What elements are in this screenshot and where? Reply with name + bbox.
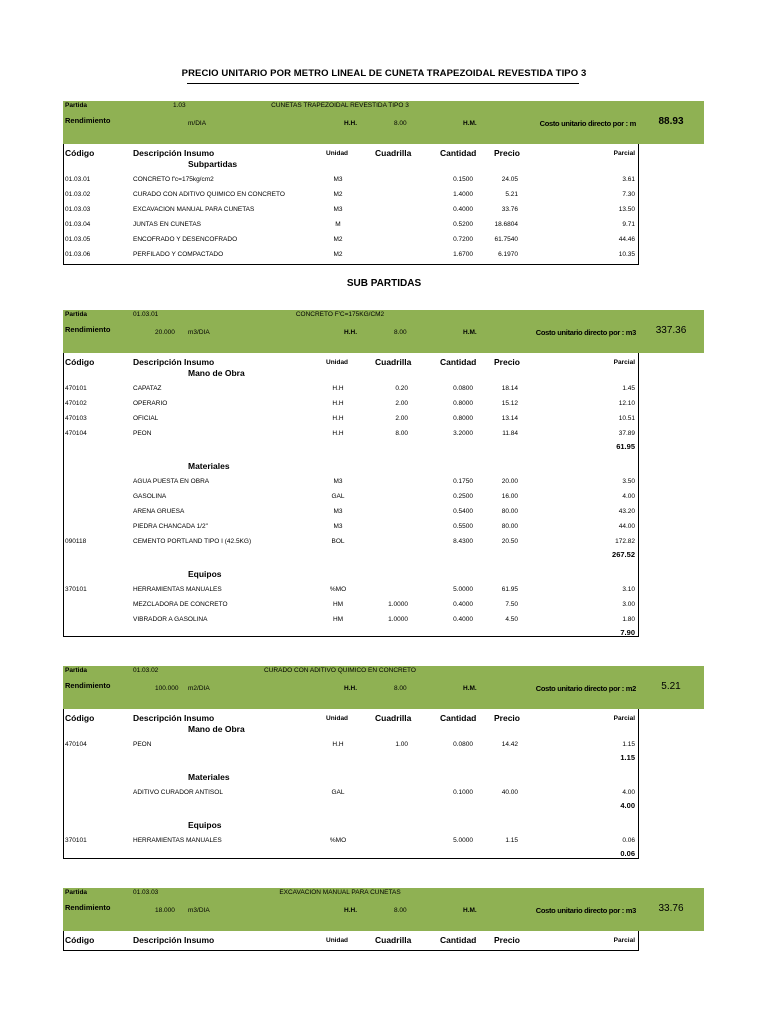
col-descripcion: Descripción Insumo	[133, 357, 215, 367]
row-description: CEMENTO PORTLAND TIPO I (42.5KG)	[133, 538, 252, 545]
row-description: OFICIAL	[133, 415, 159, 422]
row-code: 470101	[65, 385, 87, 392]
row-parcial: 37.89	[618, 430, 635, 437]
section-heading: Equipos	[188, 569, 222, 579]
col-parcial: Parcial	[613, 150, 635, 157]
col-codigo: Código	[65, 935, 95, 945]
row-parcial: 4.00	[622, 789, 635, 796]
row-parcial: 9.71	[622, 221, 635, 228]
row-cantidad: 1.4000	[453, 191, 473, 198]
row-unit: H.H	[332, 741, 344, 748]
col-cantidad: Cantidad	[440, 935, 477, 945]
row-unit: M3	[333, 523, 343, 530]
partida-code: 1.03	[173, 102, 186, 109]
block-frame	[63, 144, 639, 265]
row-cuadrilla: 8.00	[395, 430, 408, 437]
cost-label: Costo unitario directo por : m2	[535, 684, 636, 693]
col-codigo: Código	[65, 148, 95, 158]
col-cuadrilla: Cuadrilla	[375, 148, 412, 158]
row-description: GASOLINA	[133, 493, 167, 500]
col-unidad: Unidad	[326, 359, 349, 366]
hh-value: 8.00	[394, 120, 407, 127]
subtotal: 4.00	[620, 801, 635, 810]
row-cantidad: 0.5400	[453, 508, 473, 515]
row-description: ADITIVO CURADOR ANTISOL	[133, 789, 223, 796]
rendimiento-unit: m/DIA	[188, 120, 207, 127]
page-title: PRECIO UNITARIO POR METRO LINEAL DE CUNETA TRAPEZOIDAL REVESTIDA TIPO 3	[181, 68, 587, 79]
row-precio: 18.14	[501, 385, 518, 392]
hh-label: H.H.	[344, 329, 357, 336]
hh-label: H.H.	[344, 907, 357, 914]
partida-name: CUNETAS TRAPEZOIDAL REVESTIDA TIPO 3	[271, 102, 409, 109]
row-code: 470102	[65, 400, 87, 407]
row-unit: M3	[333, 508, 343, 515]
row-parcial: 12.10	[618, 400, 635, 407]
row-parcial: 10.51	[618, 415, 635, 422]
section-heading: Subpartidas	[188, 159, 238, 169]
row-precio: 14.42	[501, 741, 518, 748]
col-unidad: Unidad	[326, 150, 349, 157]
row-precio: 15.12	[501, 400, 518, 407]
row-code: 090118	[65, 538, 87, 545]
rendimiento-unit: m3/DIA	[188, 329, 210, 336]
row-parcial: 172.82	[615, 538, 635, 545]
row-description: HERRAMIENTAS MANUALES	[133, 837, 222, 844]
row-parcial: 3.10	[622, 586, 635, 593]
row-cantidad: 0.2500	[453, 493, 473, 500]
row-cuadrilla: 1.0000	[388, 601, 408, 608]
partida-name: CONCRETO F'C=175KG/CM2	[295, 311, 385, 318]
block-frame	[63, 931, 639, 951]
row-precio: 5.21	[505, 191, 518, 198]
row-cantidad: 3.2000	[453, 430, 473, 437]
hm-label: H.M.	[463, 329, 477, 336]
cost-label: Costo unitario directo por : m3	[535, 906, 636, 915]
row-cantidad: 0.4000	[453, 601, 473, 608]
hm-label: H.M.	[463, 907, 477, 914]
row-cantidad: 0.1750	[453, 478, 473, 485]
row-parcial: 43.20	[618, 508, 635, 515]
row-code: 01.03.06	[65, 251, 91, 258]
rendimiento-unit: m3/DIA	[188, 907, 210, 914]
row-precio: 33.76	[501, 206, 518, 213]
row-code: 01.03.02	[65, 191, 91, 198]
col-precio: Precio	[494, 935, 520, 945]
row-description: PEON	[133, 430, 152, 437]
row-description: CAPATAZ	[133, 385, 162, 392]
row-description: CONCRETO f'c=175kg/cm2	[133, 176, 214, 183]
row-unit: M3	[333, 206, 343, 213]
row-parcial: 13.50	[618, 206, 635, 213]
row-cantidad: 5.0000	[453, 837, 473, 844]
row-precio: 7.50	[505, 601, 518, 608]
section-heading: Materiales	[188, 772, 230, 782]
rendimiento-label: Rendimiento	[65, 681, 111, 690]
subtotal: 1.15	[620, 753, 635, 762]
row-code: 470104	[65, 430, 87, 437]
row-parcial: 3.00	[622, 601, 635, 608]
row-description: JUNTAS EN CUNETAS	[133, 221, 202, 228]
partida-name: CURADO CON ADITIVO QUIMICO EN CONCRETO	[264, 667, 416, 674]
rendimiento-unit: m2/DIA	[188, 685, 210, 692]
row-parcial: 10.35	[618, 251, 635, 258]
row-cantidad: 0.0800	[453, 385, 473, 392]
hh-value: 8.00	[394, 685, 407, 692]
col-codigo: Código	[65, 713, 95, 723]
rendimiento-label: Rendimiento	[65, 903, 111, 912]
row-description: PIEDRA CHANCADA 1/2"	[133, 523, 208, 530]
col-parcial: Parcial	[613, 937, 635, 944]
row-unit: M3	[333, 176, 343, 183]
row-precio: 80.00	[501, 523, 518, 530]
row-unit: M3	[333, 478, 343, 485]
row-parcial: 1.45	[622, 385, 635, 392]
row-description: ENCOFRADO Y DESENCOFRADO	[133, 236, 238, 243]
row-precio: 24.05	[501, 176, 518, 183]
row-cantidad: 0.8000	[453, 400, 473, 407]
row-description: MEZCLADORA DE CONCRETO	[133, 601, 228, 608]
row-code: 01.03.05	[65, 236, 91, 243]
rendimiento-value: 18.000	[155, 907, 175, 914]
row-precio: 20.00	[501, 478, 518, 485]
partida-name: EXCAVACION MANUAL PARA CUNETAS	[279, 889, 401, 896]
col-cuadrilla: Cuadrilla	[375, 357, 412, 367]
partida-label: Partida	[65, 667, 88, 674]
unit-cost: 88.93	[658, 116, 684, 127]
row-description: ARENA GRUESA	[133, 508, 185, 515]
row-cuadrilla: 1.0000	[388, 616, 408, 623]
row-unit: M2	[333, 251, 343, 258]
cost-label: Costo unitario directo por : m	[539, 119, 636, 128]
row-precio: 61.7540	[494, 236, 518, 243]
row-description: HERRAMIENTAS MANUALES	[133, 586, 222, 593]
col-cuadrilla: Cuadrilla	[375, 713, 412, 723]
col-unidad: Unidad	[326, 937, 349, 944]
col-cantidad: Cantidad	[440, 357, 477, 367]
row-code: 01.03.04	[65, 221, 91, 228]
col-cantidad: Cantidad	[440, 148, 477, 158]
row-cantidad: 0.4000	[453, 616, 473, 623]
hh-value: 8.00	[394, 329, 407, 336]
subtotal: 61.95	[616, 442, 635, 451]
unit-cost: 5.21	[661, 681, 681, 692]
row-description: EXCAVACION MANUAL PARA CUNETAS	[133, 206, 255, 213]
col-precio: Precio	[494, 357, 520, 367]
rendimiento-label: Rendimiento	[65, 116, 111, 125]
title-underline	[187, 83, 579, 84]
row-unit: HM	[332, 601, 344, 608]
unit-cost: 33.76	[658, 903, 684, 914]
row-code: 370101	[65, 837, 87, 844]
row-unit: M	[335, 221, 341, 228]
row-unit: M2	[333, 236, 343, 243]
row-parcial: 3.50	[622, 478, 635, 485]
section-heading: Materiales	[188, 461, 230, 471]
partida-code: 01.03.03	[133, 889, 159, 896]
row-unit: H.H	[332, 415, 344, 422]
row-unit: BOL	[331, 538, 345, 545]
row-parcial: 7.30	[622, 191, 635, 198]
hh-label: H.H.	[344, 120, 357, 127]
section-heading: Mano de Obra	[188, 724, 245, 734]
partida-code: 01.03.02	[133, 667, 159, 674]
col-unidad: Unidad	[326, 715, 349, 722]
row-cuadrilla: 1.00	[395, 741, 408, 748]
row-cantidad: 0.7200	[453, 236, 473, 243]
row-precio: 20.50	[501, 538, 518, 545]
subtotal: 7.90	[620, 628, 635, 637]
section-heading: Mano de Obra	[188, 368, 245, 378]
row-code: 01.03.01	[65, 176, 91, 183]
row-unit: %MO	[329, 586, 347, 593]
sub-partidas-title: SUB PARTIDAS	[346, 278, 422, 289]
hh-value: 8.00	[394, 907, 407, 914]
row-parcial: 1.15	[622, 741, 635, 748]
row-parcial: 4.00	[622, 493, 635, 500]
row-cantidad: 0.5200	[453, 221, 473, 228]
hm-label: H.M.	[463, 120, 477, 127]
row-cuadrilla: 0.20	[395, 385, 408, 392]
row-precio: 4.50	[505, 616, 518, 623]
subtotal: 0.06	[620, 849, 635, 858]
row-precio: 40.00	[501, 789, 518, 796]
row-cuadrilla: 2.00	[395, 400, 408, 407]
row-precio: 18.6804	[494, 221, 518, 228]
row-precio: 61.95	[501, 586, 518, 593]
row-cantidad: 0.1500	[453, 176, 473, 183]
unit-cost: 337.36	[655, 325, 687, 336]
partida-label: Partida	[65, 311, 88, 318]
row-precio: 6.1970	[498, 251, 518, 258]
row-code: 470104	[65, 741, 87, 748]
row-precio: 13.14	[501, 415, 518, 422]
row-unit: GAL	[331, 493, 345, 500]
row-parcial: 44.00	[618, 523, 635, 530]
rendimiento-value: 100.000	[155, 685, 179, 692]
partida-label: Partida	[65, 102, 88, 109]
section-heading: Equipos	[188, 820, 222, 830]
cost-label: Costo unitario directo por : m3	[535, 328, 636, 337]
row-description: OPERARIO	[133, 400, 168, 407]
col-precio: Precio	[494, 713, 520, 723]
subtotal: 267.52	[612, 550, 635, 559]
col-parcial: Parcial	[613, 715, 635, 722]
row-precio: 80.00	[501, 508, 518, 515]
row-unit: %MO	[329, 837, 347, 844]
col-descripcion: Descripción Insumo	[133, 935, 215, 945]
rendimiento-value: 20.000	[155, 329, 175, 336]
row-code: 370101	[65, 586, 87, 593]
col-descripcion: Descripción Insumo	[133, 713, 215, 723]
row-cantidad: 0.5500	[453, 523, 473, 530]
row-cantidad: 5.0000	[453, 586, 473, 593]
col-precio: Precio	[494, 148, 520, 158]
col-codigo: Código	[65, 357, 95, 367]
row-cuadrilla: 2.00	[395, 415, 408, 422]
row-parcial: 44.46	[618, 236, 635, 243]
row-code: 470103	[65, 415, 87, 422]
row-cantidad: 0.0800	[453, 741, 473, 748]
row-description: PERFILADO Y COMPACTADO	[133, 251, 224, 258]
row-description: VIBRADOR A GASOLINA	[133, 616, 208, 623]
row-code: 01.03.03	[65, 206, 91, 213]
partida-code: 01.03.01	[133, 311, 159, 318]
row-cantidad: 1.6700	[453, 251, 473, 258]
hm-label: H.M.	[463, 685, 477, 692]
hh-label: H.H.	[344, 685, 357, 692]
row-cantidad: 0.1000	[453, 789, 473, 796]
row-unit: GAL	[331, 789, 345, 796]
row-unit: H.H	[332, 430, 344, 437]
partida-label: Partida	[65, 889, 88, 896]
rendimiento-label: Rendimiento	[65, 325, 111, 334]
row-unit: H.H	[332, 400, 344, 407]
row-unit: M2	[333, 191, 343, 198]
col-parcial: Parcial	[613, 359, 635, 366]
row-parcial: 1.80	[622, 616, 635, 623]
row-parcial: 3.61	[622, 176, 635, 183]
row-unit: H.H	[332, 385, 344, 392]
row-cantidad: 0.4000	[453, 206, 473, 213]
row-description: CURADO CON ADITIVO QUIMICO EN CONCRETO	[133, 191, 285, 198]
row-unit: HM	[332, 616, 344, 623]
row-description: PEON	[133, 741, 152, 748]
row-cantidad: 8.4300	[453, 538, 473, 545]
row-precio: 1.15	[505, 837, 518, 844]
col-descripcion: Descripción Insumo	[133, 148, 215, 158]
col-cuadrilla: Cuadrilla	[375, 935, 412, 945]
col-cantidad: Cantidad	[440, 713, 477, 723]
row-precio: 11.84	[502, 430, 518, 437]
row-description: AGUA PUESTA EN OBRA	[133, 478, 210, 485]
row-precio: 16.00	[501, 493, 518, 500]
row-parcial: 0.06	[622, 837, 635, 844]
row-cantidad: 0.8000	[453, 415, 473, 422]
